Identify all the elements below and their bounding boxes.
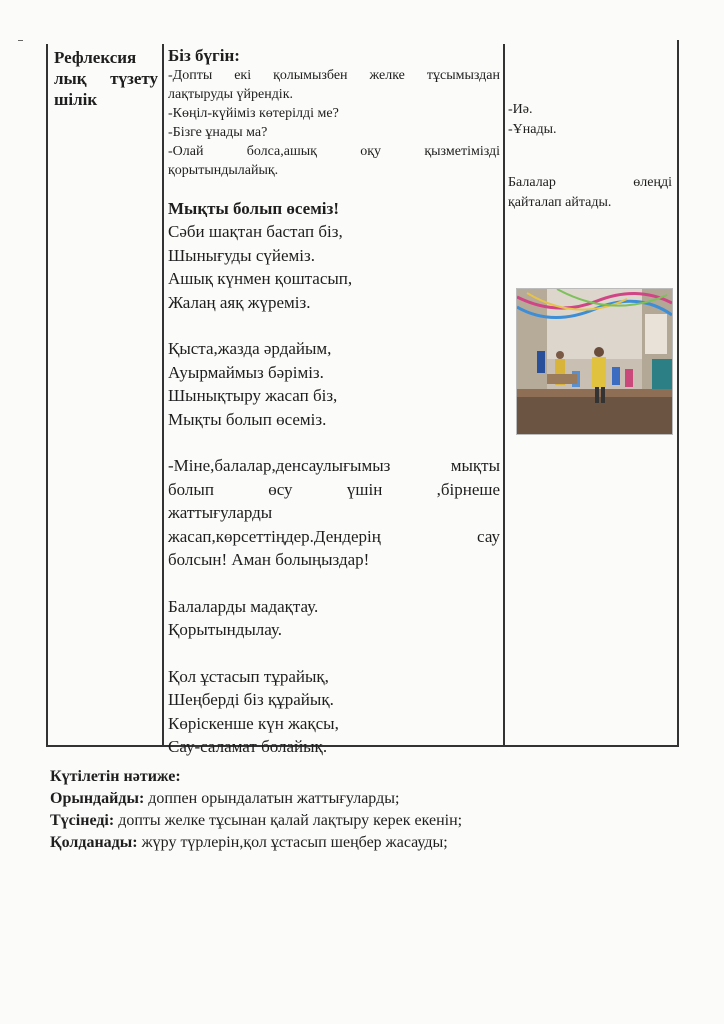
sing-line: Балалар өлеңді: [508, 175, 672, 190]
praise-line: Балаларды мадақтау.: [168, 596, 319, 616]
intro-line: -Бізге ұнады ма?: [168, 125, 268, 140]
poem-line: Мықты болып өсеміз.: [168, 409, 327, 429]
poem-line: Шынығуды сүйеміз.: [168, 245, 315, 265]
praise-line: Қорытындылау.: [168, 620, 282, 639]
table-col-divider-1: [162, 44, 164, 746]
intro-line: -Олай болса,ашық оқу қызметімізді: [168, 144, 500, 159]
poem-line: Шынықтыру жасап біз,: [168, 386, 338, 405]
result-text: доппен орындалатын жаттығуларды;: [144, 790, 400, 807]
poem-line: Қол ұстасып тұрайық,: [168, 666, 329, 686]
classroom-photo-image: [517, 289, 672, 434]
poem-line: Жалаң аяқ жүреміз.: [168, 292, 311, 312]
result-item: [50, 810, 690, 832]
intro-line: -Допты екі қолымызбен желке тұсымыздан: [168, 68, 500, 83]
table-right-border: [677, 40, 679, 746]
answer-line: -Иә.: [508, 102, 533, 117]
intro-line: -Көңіл-күйіміз көтерілді ме?: [168, 106, 339, 121]
speech-line: -Міне,балалар,денсаулығымыз мықты: [168, 456, 500, 475]
expected-results-title: Күтілетін нәтиже:: [50, 768, 181, 785]
speech-line: жасап,көрсеттіңдер.Дендерің сау: [168, 526, 500, 546]
intro-line: лақтыруды үйрендік.: [168, 87, 294, 102]
result-item: [50, 788, 690, 810]
poem-line: Көріскенше күн жақсы,: [168, 713, 339, 733]
row-label-line: Рефлексия: [54, 48, 137, 67]
row-label-line: шілік: [54, 90, 98, 109]
intro-line: қорытындылайық.: [168, 163, 279, 178]
answer-line: -Ұнады.: [508, 122, 557, 137]
sing-line: қайталап айтады.: [508, 195, 612, 210]
poem-line: Қыста,жазда әрдайым,: [168, 339, 332, 358]
poem-title: Мықты болып өсеміз!: [168, 199, 339, 218]
table-left-border: [46, 44, 48, 746]
result-item: [50, 832, 690, 854]
children-activity-cell: [508, 100, 672, 213]
result-label: Қолданады:: [50, 834, 138, 851]
poem-line: Сау-саламат болайық.: [168, 737, 328, 756]
result-label: Түсінеді:: [50, 812, 115, 829]
poem-line: Сәби шақтан бастап біз,: [168, 222, 343, 241]
poem-line: Ауырмаймыз бәріміз.: [168, 362, 324, 382]
expected-results: [50, 766, 690, 854]
children-sing: [508, 173, 672, 213]
speech-line: жаттығуларды: [168, 503, 273, 522]
speech-line: болсын! Аман болыңыздар!: [168, 550, 370, 569]
scan-speck: [18, 40, 23, 41]
row-label: [54, 47, 158, 110]
poem-line: Ашық күнмен қоштасып,: [168, 269, 353, 288]
teacher-activity-cell: [168, 46, 500, 759]
poem-line: Шеңберді біз құрайық.: [168, 690, 334, 709]
intro-title: Біз бүгін:: [168, 46, 240, 65]
classroom-photo: [516, 288, 673, 435]
row-label-line: лық түзету: [54, 69, 158, 88]
result-label: Орындайды:: [50, 790, 145, 807]
table-col-divider-2: [503, 44, 505, 746]
speech-line: болып өсу үшін ,бірнеше: [168, 479, 500, 499]
result-text: жүру түрлерін,қол ұстасып шеңбер жасауды;: [137, 834, 448, 851]
result-text: допты желке тұсынан қалай лақтыру керек екенін;: [114, 812, 463, 829]
